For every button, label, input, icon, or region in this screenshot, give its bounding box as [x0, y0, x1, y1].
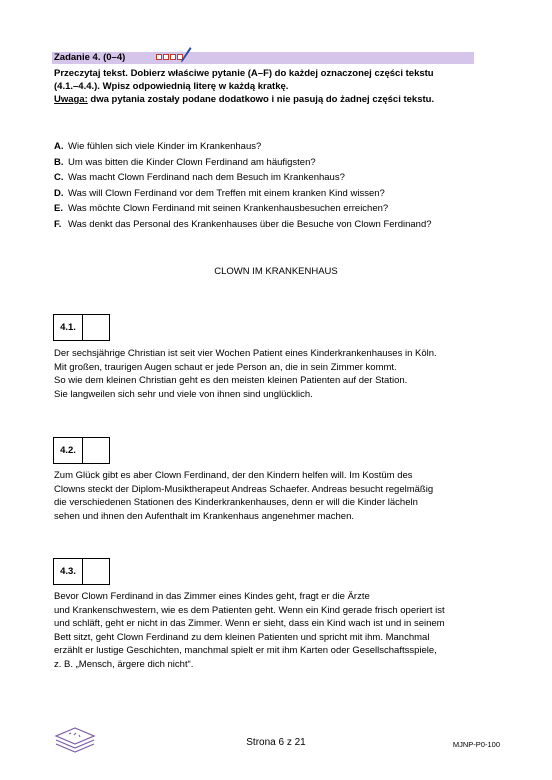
text-line: Mit großen, traurigen Augen schaut er jede Person an, die in sein Zimmer kommt. — [54, 361, 397, 373]
text-part-4-3 — [54, 590, 504, 671]
question-item — [54, 201, 514, 217]
question-letter: D. — [54, 187, 64, 199]
task-title: Zadanie 4. (0–4) — [54, 52, 126, 63]
question-list — [54, 139, 514, 233]
answer-box-label: 4.2. — [54, 438, 83, 463]
question-letter: A. — [54, 141, 64, 152]
text-line: die verschiedenen Stationen des Kinderkrankenhauses, denn er will die Kinder lächeln — [54, 497, 418, 508]
text-part-4-1 — [54, 347, 504, 401]
note-label: Uwaga: — [54, 94, 88, 105]
point-box — [170, 54, 176, 60]
text-line: Der sechsjährige Christian ist seit vier Wochen Patient eines Kinderkrankenhauses in Köln. — [54, 348, 437, 359]
question-item — [54, 217, 514, 233]
text-line: Sie langweilen sich sehr und viele von ihnen sind unglücklich. — [54, 388, 313, 400]
point-box — [163, 54, 169, 60]
question-item — [54, 139, 514, 155]
answer-box-4-1 — [53, 314, 110, 341]
points-boxes — [156, 54, 183, 60]
question-letter: B. — [54, 156, 64, 168]
note-text: dwa pytania zostały podane dodatkowo i nie pasują do żadnej części tekstu. — [87, 94, 435, 105]
text-title: CLOWN IM KRANKENHAUS — [214, 266, 338, 277]
question-text: Wie fühlen sich viele Kinder im Krankenhaus? — [68, 141, 262, 152]
question-text: Was macht Clown Ferdinand nach dem Besuch im Krankenhaus? — [68, 172, 345, 184]
text-line: und Krankenschwestern, wie es dem Patienten geht. Wenn ein Kind gerade frisch operiert ist — [54, 604, 445, 616]
question-text: Um was bitten die Kinder Clown Ferdinand am häufigsten? — [68, 156, 316, 168]
answer-slot[interactable] — [83, 315, 109, 340]
question-letter: E. — [54, 203, 63, 215]
instruction-line: (4.1.–4.4.). Wpisz odpowiednią literę w każdą kratkę. — [54, 81, 289, 92]
question-item — [54, 186, 514, 202]
answer-slot[interactable] — [83, 559, 109, 584]
question-text: Was denkt das Personal des Krankenhauses über die Besuche von Clown Ferdinand? — [68, 218, 432, 230]
instruction-note — [54, 93, 484, 106]
answer-slot[interactable] — [83, 438, 109, 463]
text-line: und schläft, geht er nicht in das Zimmer. Wenn er sieht, dass ein Kind wach ist und in seinem — [54, 618, 445, 629]
text-line: Bevor Clown Ferdinand in das Zimmer eines Kindes geht, fragt er die Ärzte — [54, 591, 370, 602]
text-part-4-2 — [54, 469, 504, 523]
text-line: z. B. „Mensch, ärgere dich nicht“. — [54, 658, 194, 670]
text-line: erzählt er lustige Geschichten, manchmal spielt er mit ihm Karten oder Gesellschaftsspiele, — [54, 645, 437, 656]
page-number: Strona 6 z 21 — [246, 737, 306, 748]
answer-box-label: 4.1. — [54, 315, 83, 340]
text-line: Clowns steckt der Diplom-Musiktherapeut Andreas Schaefer. Andreas besucht regelmäßig — [54, 483, 434, 495]
text-line: So wie dem kleinen Christian geht es den meisten kleinen Patienten auf der Station. — [54, 375, 408, 386]
task-instruction — [54, 67, 484, 106]
point-box — [156, 54, 162, 60]
answer-box-label: 4.3. — [54, 559, 83, 584]
question-item — [54, 170, 514, 186]
text-line: Bett sitzt, geht Clown Ferdinand zu dem kleinen Patienten und spricht mit ihm. Manchmal — [54, 631, 430, 643]
instruction-line: Przeczytaj tekst. Dobierz właściwe pytanie (A–F) do każdej oznaczonej części tekstu — [54, 68, 434, 79]
document-code: MJNP-P0-100 — [452, 740, 500, 749]
pen-icon — [180, 46, 192, 64]
text-line: Zum Glück gibt es aber Clown Ferdinand, der den Kindern helfen will. Im Kostüm des — [54, 470, 413, 481]
question-letter: F. — [54, 218, 62, 230]
answer-box-4-2 — [53, 437, 110, 464]
question-letter: C. — [54, 172, 64, 184]
answer-box-4-3 — [53, 558, 110, 585]
text-line: sehen und ihnen den Aufenthalt im Krankenhaus angenehmer machen. — [54, 510, 354, 522]
question-text: Was möchte Clown Ferdinand mit seinen Krankenhausbesuchen erreichen? — [68, 203, 389, 215]
question-item — [54, 155, 514, 171]
question-text: Was will Clown Ferdinand vor dem Treffen mit einem kranken Kind wissen? — [68, 187, 385, 199]
